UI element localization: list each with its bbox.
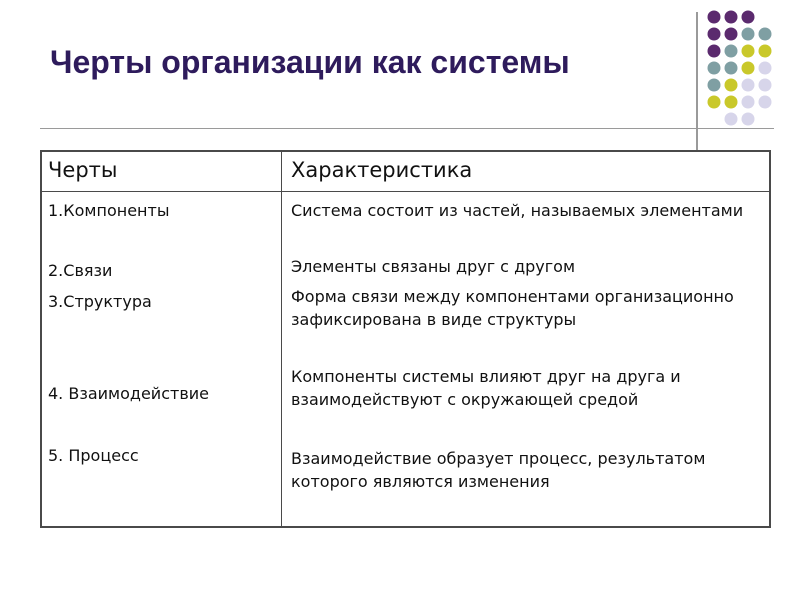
header-characteristic: Характеристика (291, 158, 473, 182)
decor-dot (742, 11, 755, 24)
decor-dot (708, 28, 721, 41)
decor-dot (725, 28, 738, 41)
decor-dot (725, 113, 738, 126)
decor-dot (725, 96, 738, 109)
description-components: Система состоит из частей, называемых элементами (291, 201, 744, 220)
header-traits: Черты (48, 158, 118, 182)
decor-dot (759, 79, 772, 92)
decor-dot (742, 79, 755, 92)
decor-dot (742, 62, 755, 75)
description-process: Взаимодействие образует процесс, результатом которого являются изменения (291, 449, 706, 491)
trait-links: 2.Связи (48, 261, 113, 280)
decor-dot (742, 28, 755, 41)
trait-process: 5. Процесс (48, 446, 139, 465)
slide-title: Черты организации как системы (50, 44, 570, 80)
decor-dot (725, 62, 738, 75)
decor-dot (725, 11, 738, 24)
description-interaction: Компоненты системы влияют друг на друга и взаимодействуют с окружающей средой (291, 367, 681, 409)
table-header-row (42, 152, 769, 192)
traits-table (40, 150, 771, 528)
decor-dot (759, 45, 772, 58)
decor-dot (759, 96, 772, 109)
column-divider (281, 152, 282, 526)
trait-interaction: 4. Взаимодействие (48, 384, 209, 403)
decor-dot-grid (706, 9, 778, 127)
decor-dot (759, 62, 772, 75)
decor-dot (742, 96, 755, 109)
decor-dot (725, 79, 738, 92)
decor-dot (759, 28, 772, 41)
decor-dot (742, 45, 755, 58)
decor-dot (725, 45, 738, 58)
decor-horizontal-line (40, 128, 774, 129)
description-links: Элементы связаны друг с другом (291, 257, 576, 276)
decor-vertical-line (696, 12, 698, 150)
trait-structure: 3.Структура (48, 292, 152, 311)
decor-dot (708, 11, 721, 24)
decor-dot (708, 79, 721, 92)
decor-dot (708, 62, 721, 75)
description-structure: Форма связи между компонентами организационно зафиксирована в виде структуры (291, 287, 734, 329)
decor-dot (708, 45, 721, 58)
decor-dot (742, 113, 755, 126)
decor-dot (708, 96, 721, 109)
trait-components: 1.Компоненты (48, 201, 170, 220)
